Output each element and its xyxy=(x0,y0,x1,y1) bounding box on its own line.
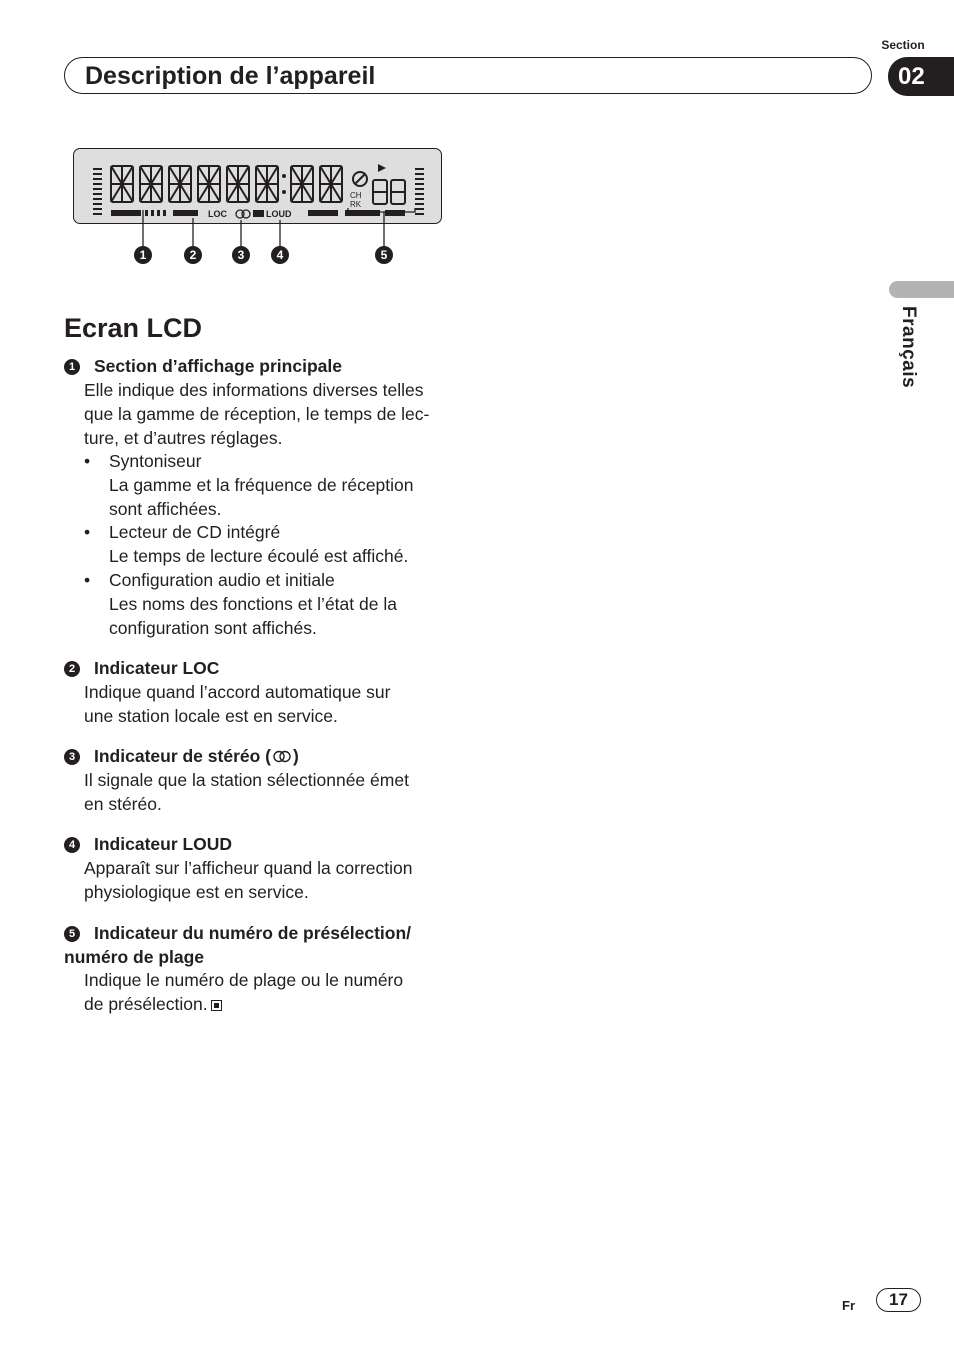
bottom-bargraph-left xyxy=(111,210,198,216)
text-line: en stéréo. xyxy=(84,794,162,814)
text-line: une station locale est en service. xyxy=(84,706,338,726)
bullet-dot: • xyxy=(84,570,91,590)
item-4-description xyxy=(84,856,412,904)
bullet-line: Le temps de lecture écoulé est affiché. xyxy=(109,546,409,566)
page-title: Description de l’appareil xyxy=(85,62,376,90)
language-code: Fr xyxy=(842,1298,855,1313)
item-1-heading xyxy=(64,354,342,378)
callout-3: 3 xyxy=(232,246,250,264)
text-line: que la gamme de réception, le temps de lec- xyxy=(84,404,430,424)
item-3-heading xyxy=(64,744,299,768)
text-line: Elle indique des informations diverses telles xyxy=(84,380,424,400)
text-line: Indique le numéro de plage ou le numéro xyxy=(84,970,404,990)
bullet-dot: • xyxy=(84,451,91,471)
end-mark-icon xyxy=(211,1000,222,1011)
disc-icon xyxy=(353,172,367,186)
svg-text:CH: CH xyxy=(350,191,362,200)
item-3-number: 3 xyxy=(64,749,80,765)
ch-rk-indicator xyxy=(350,191,362,209)
bullet-line: La gamme et la fréquence de réception xyxy=(109,475,414,495)
item-2-heading xyxy=(64,656,219,680)
right-level-meter xyxy=(415,168,424,215)
item-3-description xyxy=(84,768,409,816)
item-1-number: 1 xyxy=(64,359,80,375)
bullet-title: Syntoniseur xyxy=(109,451,202,471)
item-2-heading-text: Indicateur LOC xyxy=(94,658,220,678)
page-number: 17 xyxy=(889,1290,908,1309)
bullet-line: Les noms des fonctions et l’état de la xyxy=(109,594,397,614)
item-3-heading-close: ) xyxy=(293,746,299,766)
text-line: physiologique est en service. xyxy=(84,882,309,902)
item-4-number: 4 xyxy=(64,837,80,853)
callout-5: 5 xyxy=(375,246,393,264)
item-5-description xyxy=(84,968,403,1016)
section-label: Section xyxy=(881,38,925,52)
svg-text:RK: RK xyxy=(350,200,362,209)
loud-label: LOUD xyxy=(266,209,292,219)
bullet-line: sont affichées. xyxy=(109,499,222,519)
item-4-heading-text: Indicateur LOUD xyxy=(94,834,233,854)
colon-dots xyxy=(282,174,286,194)
bullet-line: configuration sont affichés. xyxy=(109,618,317,638)
stereo-icon xyxy=(236,210,250,218)
text-line: Indique quand l’accord automatique sur xyxy=(84,682,391,702)
bullet-title: Configuration audio et initiale xyxy=(109,570,335,590)
item-1-description xyxy=(84,378,429,450)
item-2-number: 2 xyxy=(64,661,80,677)
item-5-heading-line2: numéro de plage xyxy=(64,947,205,967)
play-icon xyxy=(378,164,386,172)
callout-2: 2 xyxy=(184,246,202,264)
callout-1: 1 xyxy=(134,246,152,264)
item-5-heading-line1: Indicateur du numéro de présélection/ xyxy=(94,923,412,943)
bullet-title: Lecteur de CD intégré xyxy=(109,522,281,542)
preset-digits xyxy=(373,180,405,204)
section-number: 02 xyxy=(898,63,925,90)
stereo-icon xyxy=(271,750,293,763)
item-2-description xyxy=(84,680,390,728)
loudness-icon xyxy=(253,210,264,217)
text-line: de présélection. xyxy=(84,994,208,1014)
language-tab xyxy=(889,281,954,298)
section-tab xyxy=(888,57,954,96)
bottom-bargraph-right xyxy=(308,210,405,216)
item-5-number: 5 xyxy=(64,926,80,942)
text-line: Il signale que la station sélectionnée émet xyxy=(84,770,409,790)
body-title: Ecran LCD xyxy=(64,313,203,343)
bullet-dot: • xyxy=(84,522,91,542)
callout-4: 4 xyxy=(271,246,289,264)
item-3-heading-text: Indicateur de stéréo ( xyxy=(94,746,271,766)
text-line: ture, et d’autres réglages. xyxy=(84,428,283,448)
text-line: Apparaît sur l’afficheur quand la correction xyxy=(84,858,413,878)
item-4-heading xyxy=(64,832,232,856)
left-level-meter xyxy=(93,168,102,215)
main-character-segments xyxy=(111,166,342,202)
page-number-box xyxy=(876,1288,921,1312)
loc-label: LOC xyxy=(208,209,227,219)
item-5-heading xyxy=(64,921,411,969)
item-1-heading-text: Section d’affichage principale xyxy=(94,356,342,376)
language-label: Français xyxy=(898,306,919,389)
